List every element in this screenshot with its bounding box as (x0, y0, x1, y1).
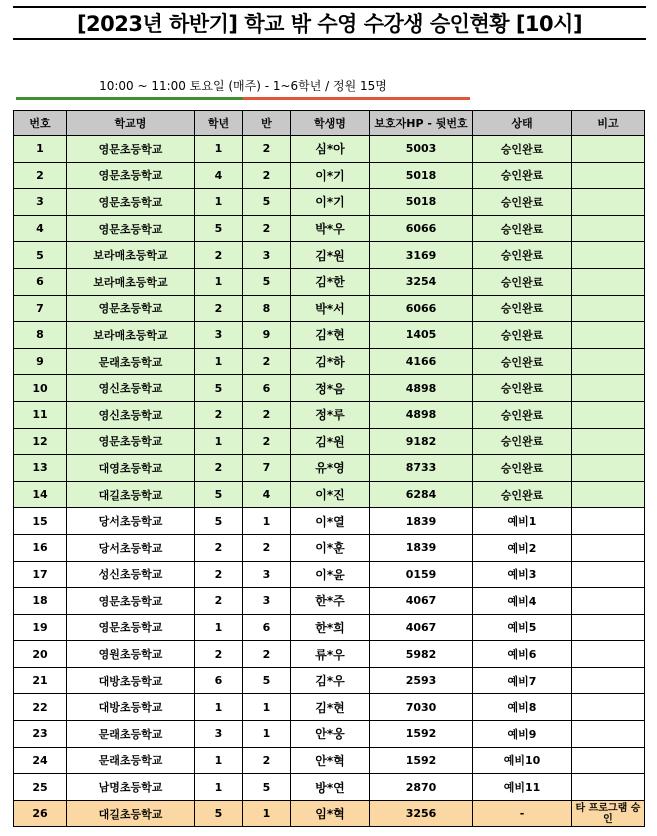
table-row (14, 614, 645, 641)
cell-note (572, 322, 645, 349)
cell-note (572, 481, 645, 508)
cell-grade: 1 (195, 428, 243, 455)
cell-grade: 6 (195, 667, 243, 694)
cell-note (572, 215, 645, 242)
cell-status: 승인완료 (473, 268, 572, 295)
table-row (14, 641, 645, 668)
cell-school: 영문초등학교 (67, 162, 195, 189)
cell-no: 6 (14, 268, 67, 295)
cell-student: 김*원 (291, 428, 370, 455)
cell-class: 1 (243, 694, 291, 721)
table-row (14, 800, 645, 827)
cell-no: 3 (14, 189, 67, 216)
cell-student: 임*혁 (291, 800, 370, 827)
cell-class: 2 (243, 401, 291, 428)
cell-grade: 1 (195, 694, 243, 721)
cell-grade: 2 (195, 295, 243, 322)
cell-no: 23 (14, 721, 67, 748)
table-row (14, 455, 645, 482)
cell-status: 승인완료 (473, 455, 572, 482)
cell-phone: 4166 (370, 348, 473, 375)
header-class: 반 (243, 111, 291, 136)
cell-grade: 1 (195, 189, 243, 216)
cell-no: 15 (14, 508, 67, 535)
cell-grade: 2 (195, 561, 243, 588)
cell-note (572, 747, 645, 774)
cell-no: 17 (14, 561, 67, 588)
cell-class: 1 (243, 508, 291, 535)
table-row (14, 428, 645, 455)
cell-no: 12 (14, 428, 67, 455)
cell-no: 4 (14, 215, 67, 242)
cell-student: 이*기 (291, 162, 370, 189)
cell-class: 2 (243, 162, 291, 189)
cell-student: 유*영 (291, 455, 370, 482)
cell-school: 영신초등학교 (67, 401, 195, 428)
header-no: 번호 (14, 111, 67, 136)
cell-student: 김*원 (291, 242, 370, 269)
cell-student: 류*우 (291, 641, 370, 668)
cell-grade: 3 (195, 721, 243, 748)
cell-status: 승인완료 (473, 401, 572, 428)
cell-no: 11 (14, 401, 67, 428)
cell-status: 예비8 (473, 694, 572, 721)
cell-status: 승인완료 (473, 162, 572, 189)
cell-grade: 2 (195, 242, 243, 269)
cell-school: 대방초등학교 (67, 694, 195, 721)
table-header-row (14, 111, 645, 136)
cell-grade: 5 (195, 800, 243, 827)
cell-status: 예비10 (473, 747, 572, 774)
cell-school: 보라매초등학교 (67, 242, 195, 269)
header-note: 비고 (572, 111, 645, 136)
subtitle-underline-red (243, 97, 470, 100)
cell-note (572, 189, 645, 216)
cell-student: 이*윤 (291, 561, 370, 588)
cell-class: 3 (243, 242, 291, 269)
cell-class: 8 (243, 295, 291, 322)
cell-school: 영문초등학교 (67, 428, 195, 455)
table-row (14, 268, 645, 295)
cell-phone: 4898 (370, 401, 473, 428)
cell-phone: 8733 (370, 455, 473, 482)
cell-school: 영문초등학교 (67, 588, 195, 615)
cell-note (572, 508, 645, 535)
cell-phone: 1405 (370, 322, 473, 349)
cell-student: 김*한 (291, 268, 370, 295)
table-row (14, 774, 645, 801)
cell-school: 보라매초등학교 (67, 268, 195, 295)
cell-class: 2 (243, 428, 291, 455)
table-row (14, 215, 645, 242)
cell-no: 21 (14, 667, 67, 694)
cell-student: 김*현 (291, 322, 370, 349)
cell-school: 영문초등학교 (67, 215, 195, 242)
cell-phone: 3256 (370, 800, 473, 827)
cell-status: 예비1 (473, 508, 572, 535)
cell-grade: 2 (195, 401, 243, 428)
table-row (14, 242, 645, 269)
cell-school: 영원초등학교 (67, 641, 195, 668)
cell-class: 1 (243, 800, 291, 827)
cell-note (572, 375, 645, 402)
cell-phone: 9182 (370, 428, 473, 455)
cell-grade: 1 (195, 268, 243, 295)
cell-phone: 1839 (370, 508, 473, 535)
cell-student: 이*기 (291, 189, 370, 216)
cell-phone: 6284 (370, 481, 473, 508)
cell-phone: 3169 (370, 242, 473, 269)
table-row (14, 747, 645, 774)
cell-school: 영문초등학교 (67, 136, 195, 163)
cell-phone: 5982 (370, 641, 473, 668)
table-row (14, 136, 645, 163)
cell-no: 25 (14, 774, 67, 801)
cell-no: 2 (14, 162, 67, 189)
cell-no: 22 (14, 694, 67, 721)
header-phone: 보호자HP - 뒷번호 (370, 111, 473, 136)
cell-status: 승인완료 (473, 348, 572, 375)
cell-student: 김*우 (291, 667, 370, 694)
table-row (14, 481, 645, 508)
cell-note (572, 268, 645, 295)
cell-student: 박*우 (291, 215, 370, 242)
cell-status: 예비11 (473, 774, 572, 801)
cell-student: 안*웅 (291, 721, 370, 748)
table-row (14, 721, 645, 748)
cell-no: 9 (14, 348, 67, 375)
cell-no: 13 (14, 455, 67, 482)
cell-student: 이*훈 (291, 534, 370, 561)
cell-status: 승인완료 (473, 295, 572, 322)
cell-phone: 5003 (370, 136, 473, 163)
cell-status: 예비5 (473, 614, 572, 641)
cell-note (572, 401, 645, 428)
cell-school: 문래초등학교 (67, 747, 195, 774)
cell-grade: 4 (195, 162, 243, 189)
cell-grade: 1 (195, 136, 243, 163)
cell-grade: 5 (195, 508, 243, 535)
cell-grade: 5 (195, 215, 243, 242)
table-row (14, 694, 645, 721)
cell-no: 26 (14, 800, 67, 827)
cell-class: 2 (243, 534, 291, 561)
cell-no: 1 (14, 136, 67, 163)
cell-student: 이*진 (291, 481, 370, 508)
cell-note (572, 242, 645, 269)
table-row (14, 295, 645, 322)
cell-grade: 2 (195, 588, 243, 615)
cell-no: 5 (14, 242, 67, 269)
cell-note (572, 348, 645, 375)
cell-status: 예비3 (473, 561, 572, 588)
cell-class: 1 (243, 721, 291, 748)
cell-status: 승인완료 (473, 136, 572, 163)
cell-school: 영문초등학교 (67, 189, 195, 216)
cell-phone: 6066 (370, 295, 473, 322)
cell-class: 2 (243, 136, 291, 163)
cell-note (572, 614, 645, 641)
cell-phone: 5018 (370, 162, 473, 189)
cell-note (572, 455, 645, 482)
cell-class: 6 (243, 614, 291, 641)
cell-class: 7 (243, 455, 291, 482)
cell-grade: 1 (195, 774, 243, 801)
cell-grade: 2 (195, 534, 243, 561)
cell-no: 14 (14, 481, 67, 508)
cell-phone: 4067 (370, 614, 473, 641)
cell-no: 19 (14, 614, 67, 641)
cell-no: 8 (14, 322, 67, 349)
cell-class: 5 (243, 667, 291, 694)
cell-class: 2 (243, 641, 291, 668)
cell-grade: 1 (195, 747, 243, 774)
cell-status: 승인완료 (473, 215, 572, 242)
cell-note (572, 694, 645, 721)
cell-note: 타 프로그램 승인 (572, 800, 645, 827)
cell-grade: 5 (195, 375, 243, 402)
cell-note (572, 428, 645, 455)
subtitle-underline-green (16, 97, 243, 100)
cell-class: 2 (243, 215, 291, 242)
cell-student: 이*열 (291, 508, 370, 535)
cell-status: - (473, 800, 572, 827)
cell-phone: 3254 (370, 268, 473, 295)
cell-note (572, 561, 645, 588)
cell-no: 16 (14, 534, 67, 561)
cell-note (572, 667, 645, 694)
cell-status: 승인완료 (473, 242, 572, 269)
cell-school: 문래초등학교 (67, 348, 195, 375)
cell-student: 심*아 (291, 136, 370, 163)
cell-note (572, 162, 645, 189)
table-row (14, 162, 645, 189)
cell-grade: 3 (195, 322, 243, 349)
cell-status: 예비4 (473, 588, 572, 615)
cell-grade: 2 (195, 641, 243, 668)
cell-student: 방*연 (291, 774, 370, 801)
cell-status: 승인완료 (473, 375, 572, 402)
cell-phone: 7030 (370, 694, 473, 721)
cell-phone: 1839 (370, 534, 473, 561)
cell-class: 9 (243, 322, 291, 349)
cell-phone: 1592 (370, 747, 473, 774)
cell-status: 예비7 (473, 667, 572, 694)
cell-phone: 2593 (370, 667, 473, 694)
cell-school: 당서초등학교 (67, 534, 195, 561)
cell-grade: 1 (195, 348, 243, 375)
cell-note (572, 534, 645, 561)
table-row (14, 534, 645, 561)
page-title: [2023년 하반기] 학교 밖 수영 수강생 승인현황 [10시] (13, 6, 646, 40)
cell-note (572, 588, 645, 615)
table-row (14, 401, 645, 428)
cell-student: 김*현 (291, 694, 370, 721)
cell-phone: 1592 (370, 721, 473, 748)
cell-note (572, 641, 645, 668)
cell-phone: 0159 (370, 561, 473, 588)
cell-class: 5 (243, 189, 291, 216)
cell-no: 20 (14, 641, 67, 668)
cell-no: 10 (14, 375, 67, 402)
cell-student: 김*하 (291, 348, 370, 375)
header-school: 학교명 (67, 111, 195, 136)
cell-no: 7 (14, 295, 67, 322)
table-row (14, 348, 645, 375)
cell-no: 24 (14, 747, 67, 774)
cell-status: 예비9 (473, 721, 572, 748)
cell-note (572, 295, 645, 322)
cell-phone: 4898 (370, 375, 473, 402)
table-row (14, 561, 645, 588)
cell-student: 한*희 (291, 614, 370, 641)
cell-grade: 5 (195, 481, 243, 508)
cell-class: 6 (243, 375, 291, 402)
cell-no: 18 (14, 588, 67, 615)
cell-note (572, 136, 645, 163)
table-row (14, 322, 645, 349)
cell-student: 안*혁 (291, 747, 370, 774)
cell-status: 예비2 (473, 534, 572, 561)
cell-student: 한*주 (291, 588, 370, 615)
cell-student: 박*서 (291, 295, 370, 322)
schedule-subtitle: 10:00 ~ 11:00 토요일 (매주) - 1~6학년 / 정원 15명 (16, 71, 470, 99)
cell-status: 승인완료 (473, 322, 572, 349)
cell-school: 대방초등학교 (67, 667, 195, 694)
cell-note (572, 721, 645, 748)
approval-table (13, 110, 645, 827)
table-row (14, 375, 645, 402)
cell-school: 문래초등학교 (67, 721, 195, 748)
header-grade: 학년 (195, 111, 243, 136)
cell-status: 승인완료 (473, 428, 572, 455)
cell-note (572, 774, 645, 801)
cell-school: 대길초등학교 (67, 481, 195, 508)
cell-school: 성신초등학교 (67, 561, 195, 588)
cell-school: 영문초등학교 (67, 295, 195, 322)
cell-status: 승인완료 (473, 481, 572, 508)
header-student: 학생명 (291, 111, 370, 136)
cell-phone: 6066 (370, 215, 473, 242)
cell-school: 대길초등학교 (67, 800, 195, 827)
cell-school: 당서초등학교 (67, 508, 195, 535)
cell-grade: 2 (195, 455, 243, 482)
cell-phone: 4067 (370, 588, 473, 615)
header-status: 상태 (473, 111, 572, 136)
table-row (14, 588, 645, 615)
cell-class: 4 (243, 481, 291, 508)
cell-class: 2 (243, 348, 291, 375)
cell-student: 정*음 (291, 375, 370, 402)
cell-school: 보라매초등학교 (67, 322, 195, 349)
cell-class: 2 (243, 747, 291, 774)
table-row (14, 667, 645, 694)
cell-school: 영신초등학교 (67, 375, 195, 402)
cell-school: 대영초등학교 (67, 455, 195, 482)
cell-class: 3 (243, 561, 291, 588)
cell-school: 남명초등학교 (67, 774, 195, 801)
cell-class: 5 (243, 268, 291, 295)
cell-student: 정*루 (291, 401, 370, 428)
cell-status: 예비6 (473, 641, 572, 668)
table-row (14, 189, 645, 216)
table-row (14, 508, 645, 535)
cell-phone: 2870 (370, 774, 473, 801)
cell-school: 영문초등학교 (67, 614, 195, 641)
cell-class: 3 (243, 588, 291, 615)
cell-phone: 5018 (370, 189, 473, 216)
cell-class: 5 (243, 774, 291, 801)
cell-grade: 1 (195, 614, 243, 641)
cell-status: 승인완료 (473, 189, 572, 216)
